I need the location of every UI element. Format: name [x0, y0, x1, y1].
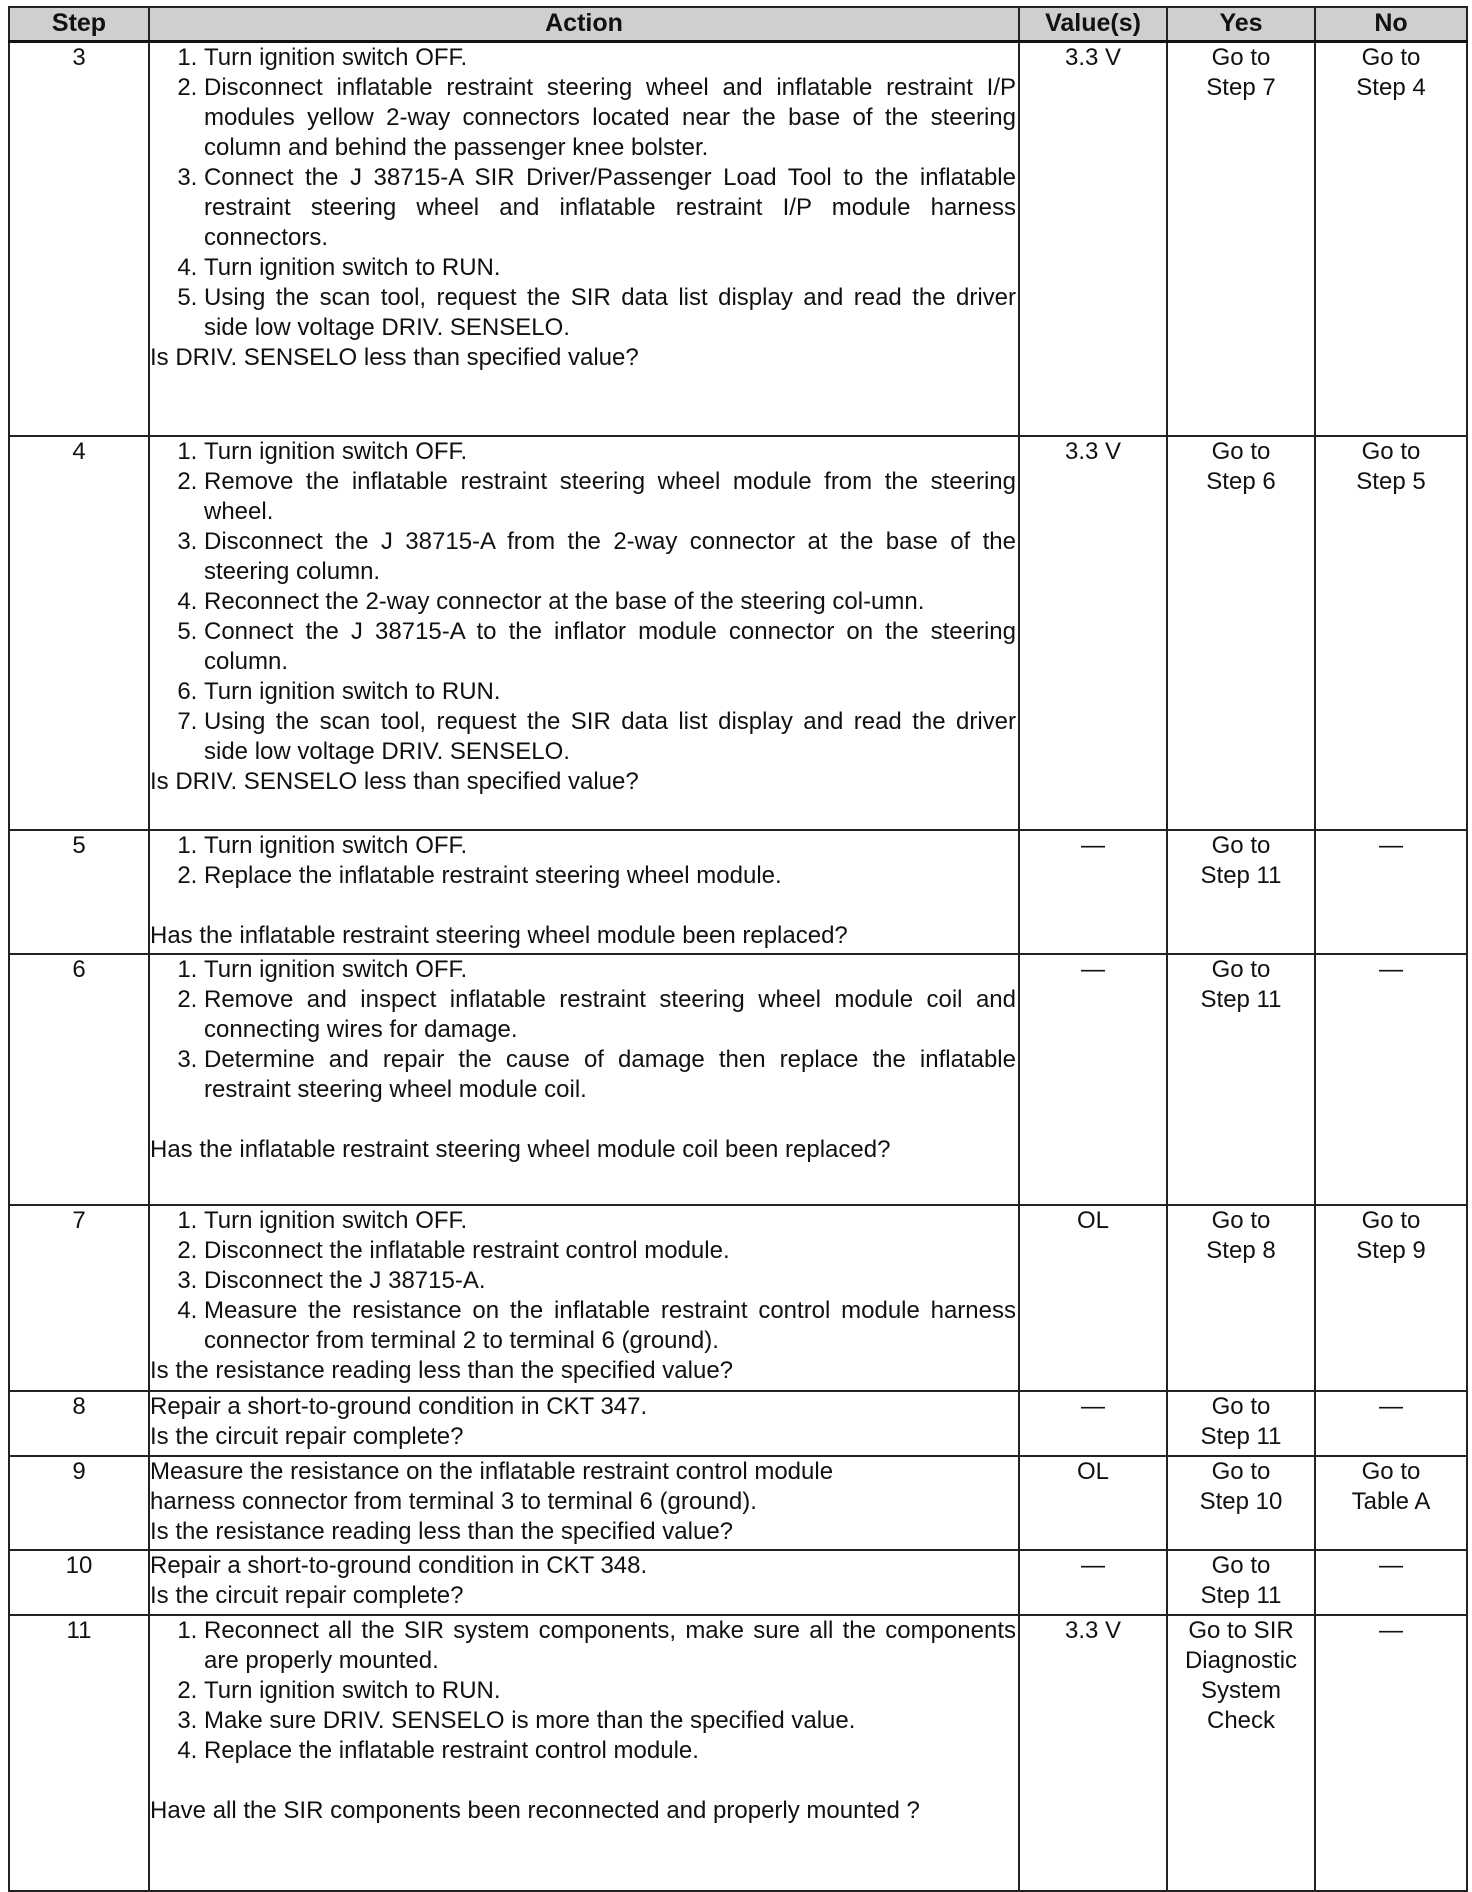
- action-step: 2. Remove and inspect inflatable restraint steering wheel module coil and connecting wires for damage.: [204, 985, 1018, 1045]
- step-number: 3: [9, 42, 149, 436]
- action-step: 3. Disconnect the J 38715-A from the 2-way connector at the base of the steering column.: [204, 527, 1018, 587]
- header-action: Action: [149, 7, 1019, 42]
- value-cell: OL: [1019, 1205, 1167, 1391]
- action-step: 4. Turn ignition switch to RUN.: [204, 253, 1018, 283]
- action-question: Has the inflatable restraint steering wheel module been replaced?: [150, 921, 848, 949]
- yes-text: Go to Step 11: [1200, 1551, 1282, 1609]
- table-row: [9, 1456, 1467, 1550]
- header-values: Value(s): [1019, 7, 1167, 42]
- value-cell: —: [1019, 830, 1167, 954]
- diagnostic-table: [8, 6, 1468, 1892]
- no-text: Go to Table A: [1351, 1457, 1431, 1515]
- action-step: 4. Measure the resistance on the inflatable restraint control module harness connector from terminal 2 to terminal 6 (ground).: [204, 1296, 1018, 1356]
- diagnostic-table-sheet: [8, 6, 1466, 1839]
- action-question: Is the resistance reading less than the specified value?: [150, 1356, 734, 1384]
- spacer: [150, 891, 1018, 921]
- yes-cell: [1167, 1205, 1315, 1391]
- yes-cell: [1167, 436, 1315, 830]
- action-step: 1. Turn ignition switch OFF.: [204, 955, 1018, 985]
- header-step: Step: [9, 7, 149, 42]
- no-cell: [1315, 1456, 1467, 1550]
- no-cell: [1315, 1205, 1467, 1391]
- action-cell: [149, 1456, 1019, 1550]
- action-step: 3. Determine and repair the cause of damage then replace the inflatable restraint steering wheel module coil.: [204, 1045, 1018, 1105]
- spacer: [150, 1105, 1018, 1135]
- action-steps-list: [150, 955, 1018, 1105]
- action-cell: [149, 830, 1019, 954]
- no-cell: [1315, 1391, 1467, 1456]
- step-number: 4: [9, 436, 149, 830]
- action-step: 2. Remove the inflatable restraint steering wheel module from the steering wheel.: [204, 467, 1018, 527]
- yes-text: Go to SIR Diagnostic System Check: [1184, 1616, 1298, 1734]
- action-question: Is the circuit repair complete?: [150, 1422, 464, 1450]
- action-step: 3. Make sure DRIV. SENSELO is more than the specified value.: [204, 1706, 1018, 1736]
- action-step: 1. Turn ignition switch OFF.: [204, 831, 1018, 861]
- step-number: 7: [9, 1205, 149, 1391]
- no-cell: [1315, 42, 1467, 436]
- action-step: 3. Connect the J 38715-A SIR Driver/Passenger Load Tool to the inflatable restraint steering wheel and inflatable restraint I/P module harness connectors.: [204, 163, 1018, 253]
- value-cell: —: [1019, 1550, 1167, 1615]
- action-step: 2. Disconnect the inflatable restraint control module.: [204, 1236, 1018, 1266]
- action-step: 5. Using the scan tool, request the SIR data list display and read the driver side low voltage DRIV. SENSELO.: [204, 283, 1018, 343]
- table-row: [9, 1205, 1467, 1391]
- table-row: [9, 1391, 1467, 1456]
- value-cell: 3.3 V: [1019, 42, 1167, 436]
- value-cell: —: [1019, 954, 1167, 1205]
- yes-cell: [1167, 954, 1315, 1205]
- header-no: No: [1315, 7, 1467, 42]
- action-line: harness connector from terminal 3 to terminal 6 (ground).: [150, 1487, 757, 1515]
- action-step: 4. Replace the inflatable restraint control module.: [204, 1736, 1018, 1766]
- no-text: —: [1379, 1616, 1403, 1644]
- action-steps-list: [150, 437, 1018, 767]
- header-yes: Yes: [1167, 7, 1315, 42]
- spacer: [150, 1766, 1018, 1796]
- no-cell: [1315, 1615, 1467, 1891]
- yes-text: Go to Step 11: [1200, 1392, 1282, 1450]
- action-step: 2. Disconnect inflatable restraint steering wheel and inflatable restraint I/P modules yellow 2-way connectors located near the base of the steering column and behind the passenger knee bolster.: [204, 73, 1018, 163]
- yes-text: Go to Step 7: [1206, 44, 1276, 101]
- no-cell: [1315, 830, 1467, 954]
- action-step: 1. Turn ignition switch OFF.: [204, 437, 1018, 467]
- step-number: 5: [9, 830, 149, 954]
- no-text: Go to Step 9: [1356, 1206, 1426, 1264]
- yes-text: Go to Step 6: [1206, 437, 1276, 495]
- table-row: [9, 436, 1467, 830]
- action-steps-list: [150, 1206, 1018, 1356]
- step-number: 10: [9, 1550, 149, 1615]
- action-step: 1. Turn ignition switch OFF.: [204, 43, 1018, 73]
- action-cell: [149, 1550, 1019, 1615]
- action-steps-list: [150, 43, 1018, 343]
- action-step: 2. Replace the inflatable restraint steering wheel module.: [204, 861, 1018, 891]
- value-cell: 3.3 V: [1019, 1615, 1167, 1891]
- action-step: 7. Using the scan tool, request the SIR data list display and read the driver side low voltage DRIV. SENSELO.: [204, 707, 1018, 767]
- no-cell: [1315, 954, 1467, 1205]
- table-row: [9, 1550, 1467, 1615]
- step-number: 8: [9, 1391, 149, 1456]
- yes-cell: [1167, 1456, 1315, 1550]
- yes-text: Go to Step 11: [1200, 831, 1282, 889]
- action-step: 5. Connect the J 38715-A to the inflator module connector on the steering column.: [204, 617, 1018, 677]
- no-text: Go to Step 4: [1356, 44, 1426, 101]
- no-text: —: [1379, 1551, 1403, 1579]
- step-number: 9: [9, 1456, 149, 1550]
- no-text: —: [1379, 1392, 1403, 1420]
- step-number: 11: [9, 1615, 149, 1891]
- yes-cell: [1167, 1391, 1315, 1456]
- header-row: [9, 7, 1467, 42]
- action-step: 1. Reconnect all the SIR system components, make sure all the components are properly mounted.: [204, 1616, 1018, 1676]
- no-cell: [1315, 436, 1467, 830]
- yes-text: Go to Step 8: [1206, 1206, 1276, 1264]
- table-body: [9, 42, 1467, 1891]
- no-text: Go to Step 5: [1356, 437, 1426, 495]
- action-line: Repair a short-to-ground condition in CKT 347.: [150, 1392, 648, 1420]
- yes-text: Go to Step 11: [1200, 955, 1282, 1013]
- action-step: 6. Turn ignition switch to RUN.: [204, 677, 1018, 707]
- action-question: Is DRIV. SENSELO less than specified value?: [150, 767, 639, 795]
- action-question: Is DRIV. SENSELO less than specified value?: [150, 344, 639, 371]
- table-row: [9, 830, 1467, 954]
- action-cell: [149, 436, 1019, 830]
- action-question: Is the resistance reading less than the specified value?: [150, 1517, 734, 1545]
- action-cell: [149, 1391, 1019, 1456]
- action-question: Is the circuit repair complete?: [150, 1581, 464, 1609]
- yes-cell: [1167, 42, 1315, 436]
- action-line: Repair a short-to-ground condition in CKT 348.: [150, 1551, 648, 1579]
- no-text: —: [1379, 955, 1403, 983]
- yes-cell: [1167, 1550, 1315, 1615]
- action-steps-list: [150, 831, 1018, 891]
- action-step: 2. Turn ignition switch to RUN.: [204, 1676, 1018, 1706]
- value-cell: —: [1019, 1391, 1167, 1456]
- yes-cell: [1167, 1615, 1315, 1891]
- value-cell: 3.3 V: [1019, 436, 1167, 830]
- yes-cell: [1167, 830, 1315, 954]
- action-question: Have all the SIR components been reconnected and properly mounted ?: [150, 1796, 920, 1824]
- action-question: Has the inflatable restraint steering wheel module coil been replaced?: [150, 1135, 891, 1163]
- action-step: 4. Reconnect the 2-way connector at the base of the steering col-umn.: [204, 587, 1018, 617]
- action-step: 1. Turn ignition switch OFF.: [204, 1206, 1018, 1236]
- table-header: [9, 7, 1467, 42]
- action-cell: [149, 1615, 1019, 1891]
- table-row: [9, 954, 1467, 1205]
- step-number: 6: [9, 954, 149, 1205]
- no-cell: [1315, 1550, 1467, 1615]
- table-row: [9, 42, 1467, 436]
- yes-text: Go to Step 10: [1199, 1457, 1283, 1515]
- value-cell: OL: [1019, 1456, 1167, 1550]
- action-cell: [149, 954, 1019, 1205]
- action-cell: [149, 1205, 1019, 1391]
- action-line: Measure the resistance on the inflatable restraint control module: [150, 1457, 834, 1485]
- table-row: [9, 1615, 1467, 1891]
- action-step: 3. Disconnect the J 38715-A.: [204, 1266, 1018, 1296]
- action-steps-list: [150, 1616, 1018, 1766]
- action-cell: [149, 42, 1019, 436]
- no-text: —: [1379, 831, 1403, 859]
